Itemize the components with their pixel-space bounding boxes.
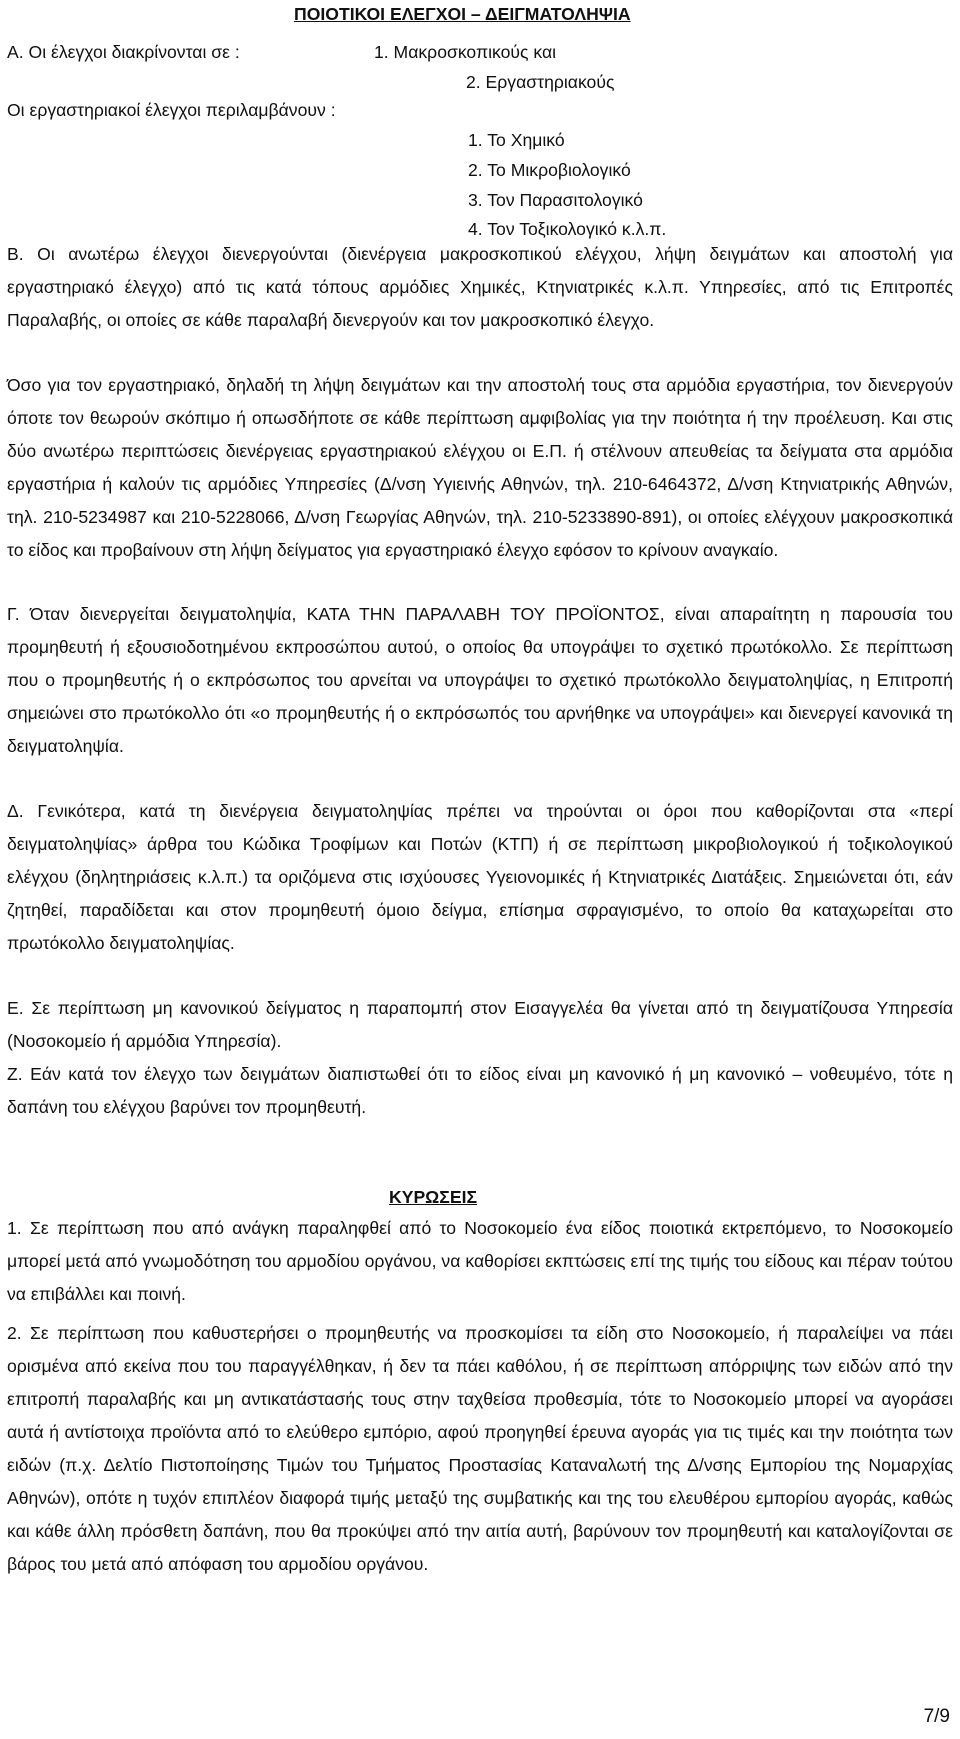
lab-control-item: 4. Τον Τοξικολογικό κ.λ.π.	[468, 219, 667, 239]
control-type-1: 1. Μακροσκοπικούς και	[374, 42, 557, 62]
sanctions-heading: ΚΥΡΩΣΕΙΣ	[389, 1187, 478, 1207]
lab-control-item: 3. Τον Παρασιτολογικό	[468, 190, 643, 210]
page-title: ΠΟΙΟΤΙΚΟΙ ΕΛΕΓΧΟΙ – ΔΕΙΓΜΑΤΟΛΗΨΙΑ	[294, 4, 631, 24]
paragraph-b: Β. Οι ανωτέρω έλεγχοι διενεργούνται (διενέργεια μακροσκοπικού ελέγχου, λήψη δειγμάτων και αποστολή για εργαστηριακό έλεγχο) από τις κατά τόπους αρμόδιες Χημικές, Κτηνιατρικές κ.λ.π. Υπηρεσίες, από τις Επιτροπές Παραλαβής, οι οποίες σε κάθε παραλαβή διενεργούν και τον μακροσκοπικό έλεγχο.	[7, 244, 953, 330]
paragraph-e: Ε. Σε περίπτωση μη κανονικού δείγματος η παραπομπή στον Εισαγγελέα θα γίνεται από τη δειγματίζουσα Υπηρεσία (Νοσοκομείο ή αρμόδια Υπηρεσία).	[7, 998, 953, 1051]
lab-controls-intro: Οι εργαστηριακοί έλεγχοι περιλαμβάνουν :	[7, 100, 336, 120]
page-number: 7/9	[923, 1706, 950, 1727]
sanction-item-2: 2. Σε περίπτωση που καθυστερήσει ο προμηθευτής να προσκομίσει τα είδη στο Νοσοκομείο, ή παραλείψει να πάει ορισμένα από εκείνα που του παραγγέλθηκαν, ή δεν τα πάει καθόλου, ή σε περίπτωση απόρριψης των ειδών από την επιτροπή παραλαβής και μη αντικατάστασής τους στην ταχθείσα προθεσμία, τότε το Νοσοκομείο μπορεί να αγοράσει αυτά ή αντίστοιχα προϊόντα από το ελεύθερο εμπόριο, αφού προηγηθεί έρευνα αγοράς για τις τιμές και την ποιότητα των ειδών (π.χ. Δελτίο Πιστοποίησης Τιμών του Τμήματος Προστασίας Καταναλωτή της Δ/νσης Εμπορίου της Νομαρχίας Αθηνών), οπότε η τυχόν επιπλέον διαφορά τιμής μεταξύ της συμβατικής και της του ελευθέρου εμπορίου αγοράς, καθώς και κάθε άλλη πρόσθετη δαπάνη, που θα προκύψει από την αιτία αυτή, βαρύνουν τον προμηθευτή και καταλογίζονται σε βάρος του μετά από απόφαση του αρμοδίου οργάνου.	[7, 1323, 953, 1574]
sanction-item-1: 1. Σε περίπτωση που από ανάγκη παραληφθεί από το Νοσοκομείο ένα είδος ποιοτικά εκτρεπόμενο, το Νοσοκομείο μπορεί μετά από γνωμοδότηση του αρμοδίου οργάνου, να καθορίσει εκπτώσεις επί της τιμής του είδους και πέραν τούτου να επιβάλλει και ποινή.	[7, 1218, 953, 1304]
paragraph-z: Ζ. Εάν κατά τον έλεγχο των δειγμάτων διαπιστωθεί ότι το είδος είναι μη κανονικό ή μη κανονικό – νοθευμένο, τότε η δαπάνη του ελέγχου βαρύνει τον προμηθευτή.	[7, 1064, 953, 1117]
control-type-2: 2. Εργαστηριακούς	[466, 72, 615, 92]
section-a-intro: Α. Οι έλεγχοι διακρίνονται σε :	[7, 42, 240, 62]
paragraph-g: Γ. Όταν διενεργείται δειγματοληψία, ΚΑΤΑ ΤΗΝ ΠΑΡΑΛΑΒΗ ΤΟΥ ΠΡΟΪΟΝΤΟΣ, είναι απαραίτητη η παρουσία του προμηθευτή ή εξουσιοδοτημένου εκπροσώπου αυτού, ο οποίος θα υπογράψει το σχετικό πρωτόκολλο. Σε περίπτωση που ο προμηθευτής ή ο εκπρόσωπος του αρνείται να υπογράψει το σχετικό πρωτόκολλο δειγματοληψίας, η Επιτροπή σημειώνει στο πρωτόκολλο ότι «ο προμηθευτής ή ο εκπρόσωπός του αρνήθηκε να υπογράψει» και διενεργεί κανονικά τη δειγματοληψία.	[7, 604, 953, 756]
paragraph-lab: Όσο για τον εργαστηριακό, δηλαδή τη λήψη δειγμάτων και την αποστολή τους στα αρμόδια εργαστήρια, τον διενεργούν όποτε τον θεωρούν σκόπιμο ή οπωσδήποτε σε κάθε περίπτωση αμφιβολίας για την ποιότητα ή την προέλευση. Και στις δύο ανωτέρω περιπτώσεις διενέργειας εργαστηριακού ελέγχου οι Ε.Π. ή στέλνουν απευθείας τα δείγματα στα αρμόδια εργαστήρια ή καλούν τις αρμόδιες Υπηρεσίες (Δ/νση Υγιεινής Αθηνών, τηλ. 210-6464372, Δ/νση Κτηνιατρικής Αθηνών, τηλ. 210-5234987 και 210-5228066, Δ/νση Γεωργίας Αθηνών, τηλ. 210-5233890-891), οι οποίες ελέγχουν μακροσκοπικά το είδος και προβαίνουν στη λήψη δείγματος για εργαστηριακό έλεγχο εφόσον το κρίνουν αναγκαίο.	[7, 375, 953, 560]
lab-control-item: 2. Το Μικροβιολογικό	[468, 160, 631, 180]
lab-control-item: 1. Το Χημικό	[468, 130, 565, 150]
paragraph-d: Δ. Γενικότερα, κατά τη διενέργεια δειγματοληψίας πρέπει να τηρούνται οι όροι που καθορίζονται στα «περί δειγματοληψίας» άρθρα του Κώδικα Τροφίμων και Ποτών (ΚΤΠ) ή σε περίπτωση μικροβιολογικού ή τοξικολογικού ελέγχου (δηλητηριάσεις κ.λ.π.) τα οριζόμενα στις ισχύουσες Υγειονομικές ή Κτηνιατρικές Διατάξεις. Σημειώνεται ότι, εάν ζητηθεί, παραδίδεται και στον προμηθευτή όμοιο δείγμα, επίσημα σφραγισμένο, το οποίο θα καταχωρείται στο πρωτόκολλο δειγματοληψίας.	[7, 801, 953, 953]
